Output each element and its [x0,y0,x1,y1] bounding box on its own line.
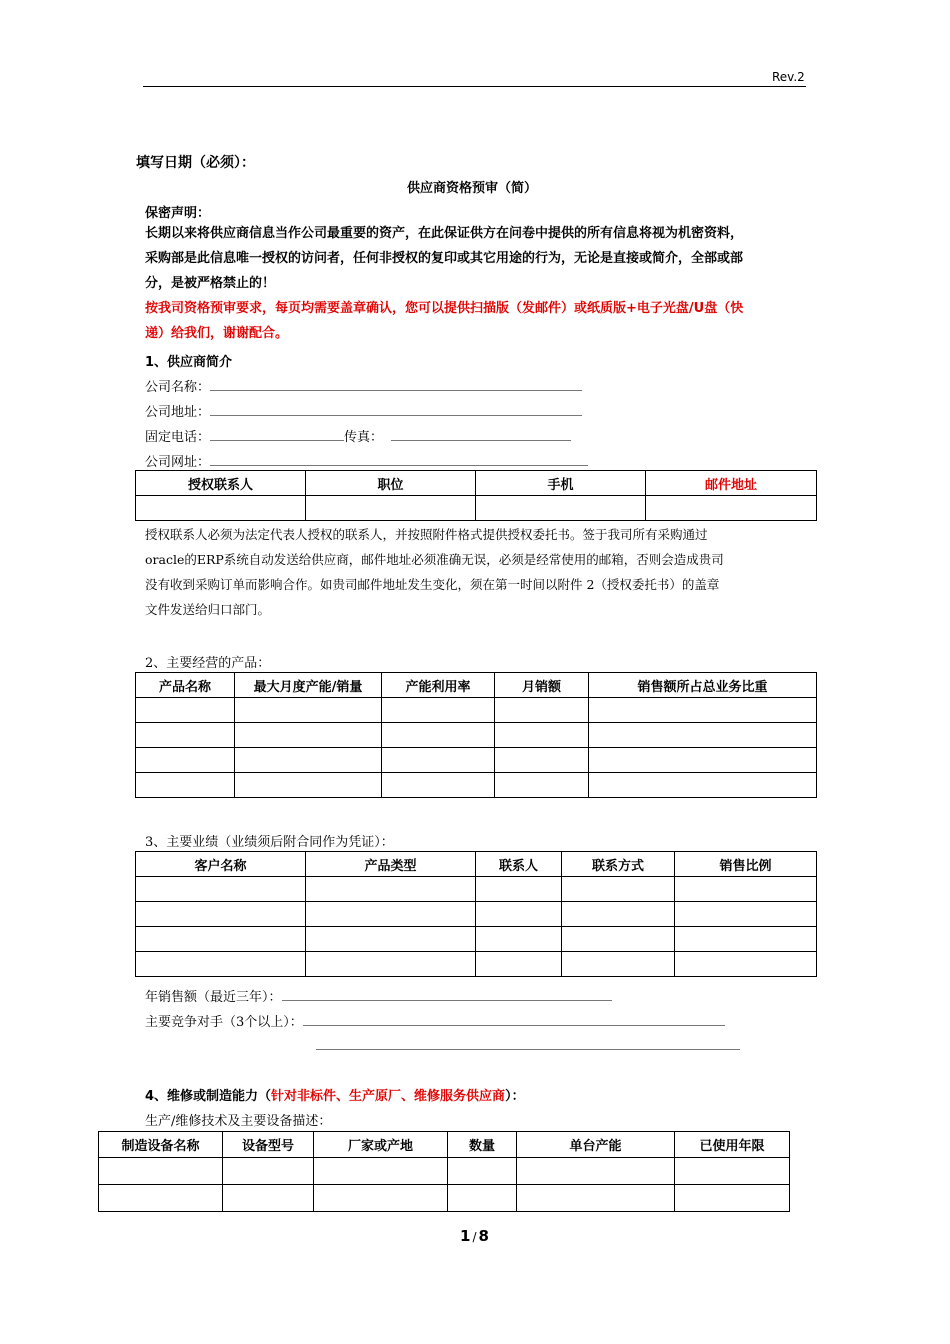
cell-input[interactable] [99,1185,223,1212]
section4-heading: 4、维修或制造能力（针对非标件、生产原厂、维修服务供应商）： [145,1089,525,1104]
cell-input[interactable] [136,952,306,977]
cell-input[interactable] [495,698,589,723]
col-product-name: 产品名称 [136,673,235,698]
contact-table-header [136,471,817,496]
table-row [136,496,817,521]
cell-input[interactable] [382,748,495,773]
annual-sales-field[interactable] [282,989,612,1001]
cell-input[interactable] [136,927,306,952]
cell-input[interactable] [136,773,235,798]
confidential-heading: 保密声明： [145,206,211,221]
cell-input[interactable] [235,748,382,773]
cell-input[interactable] [235,773,382,798]
col-authorized-contact: 授权联系人 [136,471,306,496]
cell-input[interactable] [382,773,495,798]
cell-input[interactable] [646,496,817,521]
col-monthly-sales: 月销额 [495,673,589,698]
col-product-type: 产品类型 [306,852,476,877]
cell-input[interactable] [476,496,646,521]
phone-field[interactable] [210,429,344,441]
table-row [136,773,817,798]
confidential-statement: 长期以来将供应商信息当作公司最重要的资产，在此保证供方在问卷中提供的所有信息将视为机密资料， 采购部是此信息唯一授权的访问者，任何非授权的复印或其它用途的行为，无论是直接或简介，全部或部 分，是被严格禁止的！ [145,226,744,291]
cell-input[interactable] [562,927,675,952]
cell-input[interactable] [306,496,476,521]
table-row [99,1158,790,1185]
cell-input[interactable] [235,698,382,723]
section3-heading: 3、主要业绩（业绩须后附合同作为凭证）： [145,835,394,850]
table-row [99,1185,790,1212]
page-number: 1 / 8 [460,1227,489,1245]
equipment-table-header [99,1132,790,1158]
competitors-field-line2[interactable] [316,1049,740,1050]
cell-input[interactable] [99,1158,223,1185]
cell-input[interactable] [223,1158,314,1185]
cell-input[interactable] [448,1185,517,1212]
col-contact-method: 联系方式 [562,852,675,877]
cell-input[interactable] [562,952,675,977]
cell-input[interactable] [136,723,235,748]
annual-sales-row: 年销售额（最近三年）： [145,986,612,1005]
cell-input[interactable] [306,927,476,952]
cell-input[interactable] [136,698,235,723]
cell-input[interactable] [675,902,817,927]
col-years-used: 已使用年限 [675,1132,790,1158]
cell-input[interactable] [517,1185,675,1212]
cell-input[interactable] [675,1185,790,1212]
contact-table [135,470,817,521]
table-row [136,748,817,773]
col-unit-capacity: 单台产能 [517,1132,675,1158]
cell-input[interactable] [495,748,589,773]
col-utilization: 产能利用率 [382,673,495,698]
col-quantity: 数量 [448,1132,517,1158]
col-mobile: 手机 [476,471,646,496]
col-position: 职位 [306,471,476,496]
cell-input[interactable] [476,902,562,927]
table-row [136,952,817,977]
cell-input[interactable] [306,952,476,977]
cell-input[interactable] [235,723,382,748]
col-customer-name: 客户名称 [136,852,306,877]
fill-date-label: 填写日期（必须）： [136,155,255,171]
col-max-capacity: 最大月度产能/销量 [235,673,382,698]
performance-table [135,851,817,977]
col-contact: 联系人 [476,852,562,877]
col-equipment-model: 设备型号 [223,1132,314,1158]
table-row [136,698,817,723]
website-field[interactable] [210,454,588,466]
col-sales-ratio: 销售比例 [675,852,817,877]
table-row [136,927,817,952]
cell-input[interactable] [136,902,306,927]
cell-input[interactable] [476,952,562,977]
revision-label: Rev.2 [772,70,805,84]
table-row [136,723,817,748]
cell-input[interactable] [476,927,562,952]
cell-input[interactable] [314,1158,448,1185]
products-table [135,672,817,798]
cell-input[interactable] [136,748,235,773]
website-row: 公司网址： [145,451,588,470]
cell-input[interactable] [314,1185,448,1212]
company-name-row: 公司名称： [145,376,582,395]
cell-input[interactable] [675,1158,790,1185]
equipment-table [98,1131,790,1212]
cell-input[interactable] [136,877,306,902]
performance-table-header [136,852,817,877]
col-equipment-name: 制造设备名称 [99,1132,223,1158]
products-table-header [136,673,817,698]
cell-input[interactable] [562,902,675,927]
form-title: 供应商资格预审（简） [407,181,538,196]
cell-input[interactable] [562,877,675,902]
cell-input[interactable] [589,723,817,748]
cell-input[interactable] [517,1158,675,1185]
cell-input[interactable] [448,1158,517,1185]
competitors-field[interactable] [303,1014,725,1026]
cell-input[interactable] [223,1185,314,1212]
cell-input[interactable] [476,877,562,902]
contact-note: 授权联系人必须为法定代表人授权的联系人，并按照附件格式提供授权委托书。签于我司所有采购通过 oracle的ERP系统自动发送给供应商，邮件地址必须准确无误，必须是经常使用的邮箱，否则会造成贵司 没有收到采购订单而影响合作。如贵司邮件地址发生变化，须在第一时间以附件 2（授权委托书）的盖章 文件发送给归口部门。 [145,527,724,617]
cell-input[interactable] [589,748,817,773]
company-address-field[interactable] [210,404,582,416]
col-manufacturer: 厂家或产地 [314,1132,448,1158]
phone-fax-row: 固定电话： 传真： [145,426,571,445]
cell-input[interactable] [495,723,589,748]
cell-input[interactable] [136,496,306,521]
cell-input[interactable] [382,723,495,748]
company-address-row: 公司地址： [145,401,582,420]
cell-input[interactable] [382,698,495,723]
header-rule [143,86,806,87]
competitors-row: 主要竞争对手（3个以上）： [145,1011,725,1030]
company-name-field[interactable] [210,379,582,391]
cell-input[interactable] [675,927,817,952]
col-email: 邮件地址 [646,471,817,496]
section2-heading: 2、主要经营的产品： [145,656,271,671]
col-sales-share: 销售额所占总业务比重 [589,673,817,698]
cell-input[interactable] [675,952,817,977]
table-row [136,902,817,927]
cell-input[interactable] [675,877,817,902]
section4-subheading: 生产/维修技术及主要设备描述： [145,1114,332,1129]
fax-field[interactable] [391,429,571,441]
cell-input[interactable] [589,773,817,798]
cell-input[interactable] [589,698,817,723]
stamp-requirement-note: 按我司资格预审要求，每页均需要盖章确认，您可以提供扫描版（发邮件）或纸质版+电子光盘/U盘（快 递）给我们，谢谢配合。 [145,301,744,341]
section1-heading: 1、供应商简介 [145,355,233,370]
table-row [136,877,817,902]
cell-input[interactable] [495,773,589,798]
cell-input[interactable] [306,902,476,927]
cell-input[interactable] [306,877,476,902]
